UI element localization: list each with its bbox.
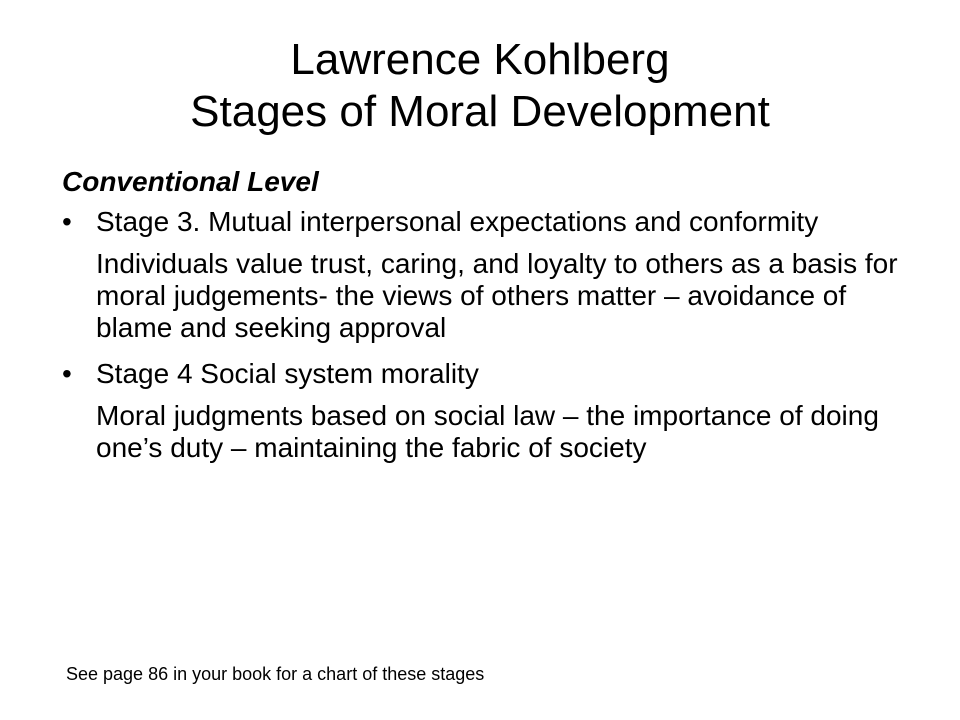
stage-4-heading: Stage 4 Social system morality <box>96 358 479 389</box>
title-line-1: Lawrence Kohlberg <box>290 35 670 84</box>
slide-title <box>0 34 960 138</box>
bullet-icon: • <box>62 206 72 237</box>
stage-4-item <box>62 358 922 390</box>
stage-3-heading: Stage 3. Mutual interpersonal expectations and conformity <box>96 206 819 237</box>
stage-3-description: Individuals value trust, caring, and loyalty to others as a basis for moral judgements- the views of others matter – avoidance of blame and seeking approval <box>96 248 898 343</box>
stage-3-item <box>62 206 922 238</box>
stage-4-description: Moral judgments based on social law – the importance of doing one’s duty – maintaining the fabric of society <box>96 400 879 463</box>
title-line-2: Stages of Moral Development <box>190 87 770 136</box>
bullet-icon: • <box>62 358 72 389</box>
content-area <box>62 166 922 478</box>
level-heading: Conventional Level <box>62 166 319 197</box>
footnote: See page 86 in your book for a chart of these stages <box>66 664 485 684</box>
